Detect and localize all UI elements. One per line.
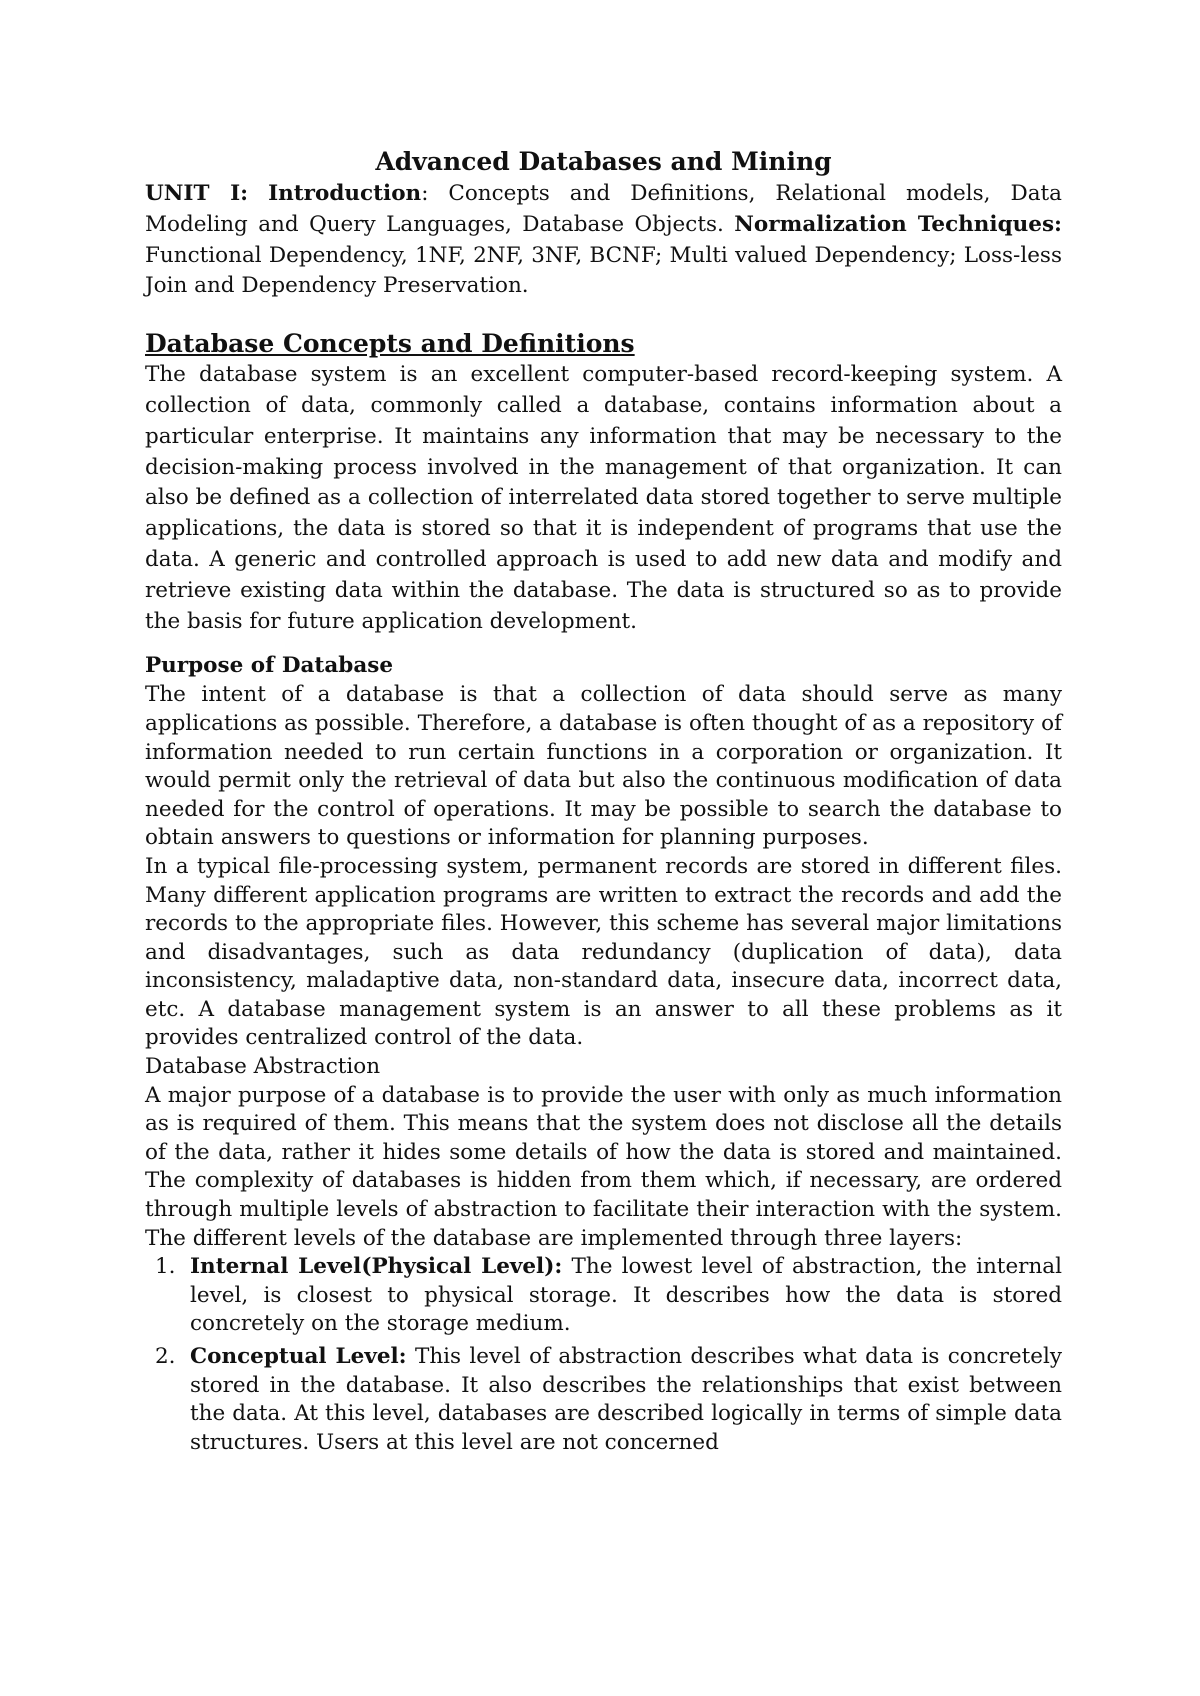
abstraction-paragraph: A major purpose of a database is to provide the user with only as much information as is required of them. This means that the system does not disclose all the details of the data, rather it hides some details of how the data is stored and maintained. The complexity of databases is hidden from them which, if necessary, are ordered through multiple levels of abstraction to facilitate their interaction with the system. The different levels of the database are implemented through three layers: xyxy=(145,1082,1062,1251)
purpose-paragraph-2: In a typical file-processing system, permanent records are stored in different files. Many different application programs are written to extract the records and add the records to the appropriate files. However, this scheme has several major limitations and disadvantages, such as data redundancy (duplication of data), data inconsistency, maladaptive data, non-standard data, insecure data, incorrect data, etc. A database management system is an answer to all these problems as it provides centralized control of the data. xyxy=(145,853,1062,1051)
introduction-label: Introduction xyxy=(268,181,422,206)
section-heading-concepts: Database Concepts and Definitions xyxy=(145,329,635,359)
abstraction-levels-list xyxy=(145,1253,1062,1457)
document-title: Advanced Databases and Mining xyxy=(375,147,832,176)
list-item-text: This level of abstraction describes what data is concretely stored in the database. It also describes the relationships that exist between the data. At this level, databases are described logically in terms of simple data structures. Users at this level are not concerned xyxy=(190,1344,1062,1455)
purpose-paragraph-1: The intent of a database is that a collection of data should serve as many applications as possible. Therefore, a database is often thought of as a repository of information needed to run certain functions in a corporation or organization. It would permit only the retrieval of data but also the continuous modification of data needed for the control of operations. It may be possible to search the database to obtain answers to questions or information for planning purposes. xyxy=(145,682,1062,851)
normalization-label: Normalization Techniques: xyxy=(734,211,1062,237)
page-content xyxy=(145,147,1062,1461)
list-item xyxy=(145,1343,1062,1457)
list-item-number: 1. xyxy=(155,1254,176,1280)
list-item-label: Conceptual Level: xyxy=(190,1344,407,1370)
list-item-text: The lowest level of abstraction, the internal level, is closest to physical storage. It describes how the data is stored concretely on the storage medium. xyxy=(190,1254,1062,1337)
introduction-topics: : Concepts and Definitions, Relational models, Data Modeling and Query Languages, Database Objects. xyxy=(145,181,1062,237)
list-item-number: 2. xyxy=(155,1344,176,1370)
normalization-topics: Functional Dependency, 1NF, 2NF, 3NF, BCNF; Multi valued Dependency; Loss-less Join and Dependency Preservation. xyxy=(145,242,1062,299)
list-item-label: Internal Level(Physical Level): xyxy=(190,1254,563,1280)
unit-summary xyxy=(145,179,1062,302)
unit-label: UNIT I: xyxy=(145,181,249,206)
list-item xyxy=(145,1253,1062,1339)
section-heading-purpose: Purpose of Database xyxy=(145,653,394,679)
section-heading-abstraction: Database Abstraction xyxy=(145,1054,381,1080)
concepts-paragraph: The database system is an excellent computer-based record-keeping system. A collection of data, commonly called a database, contains information about a particular enterprise. It maintains any information that may be necessary to the decision-making process involved in the management of that organization. It can also be defined as a collection of interrelated data stored together to serve multiple applications, the data is stored so that it is independent of programs that use the data. A generic and controlled approach is used to add new data and modify and retrieve existing data within the database. The data is structured so as to provide the basis for future application development. xyxy=(145,362,1062,634)
